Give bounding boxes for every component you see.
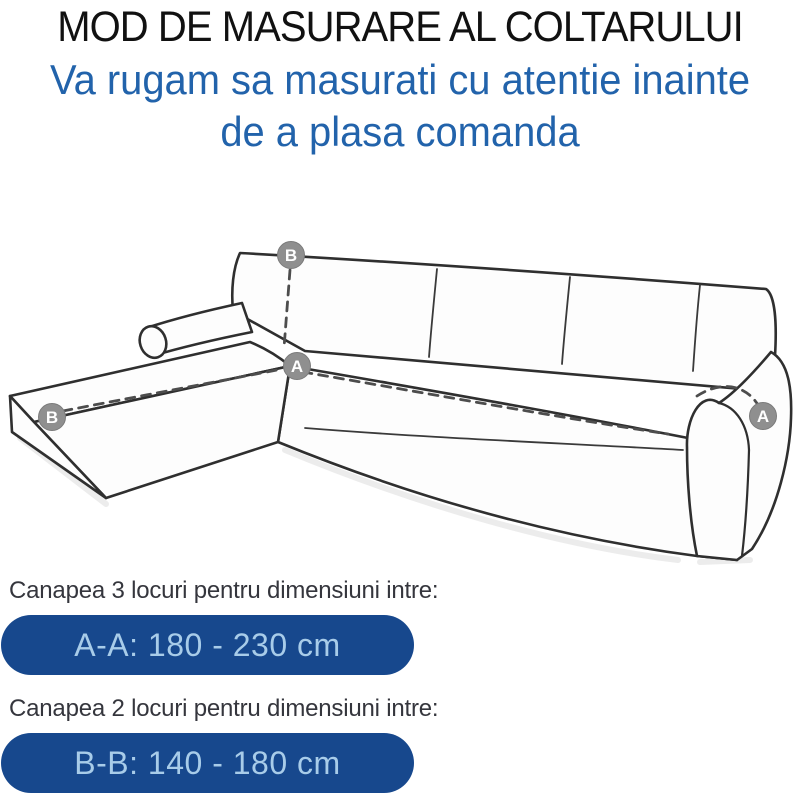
marker-a-right-armrest (750, 403, 777, 430)
sofa-seat-section (278, 366, 737, 560)
subtitle-line-2: de a plasa comanda (220, 108, 580, 155)
marker-letter: B (284, 246, 298, 265)
marker-letter: A (290, 357, 304, 376)
measurement-badge-a-a (1, 615, 414, 675)
sofa-3-seats-label: Canapea 3 locuri pentru dimensiuni intre: (9, 577, 439, 604)
subtitle-line-1: Va rugam sa masurati cu atentie inainte (49, 56, 751, 103)
marker-letter: B (45, 408, 59, 427)
marker-b-backrest-top (278, 242, 305, 269)
measurement-range-b-b: B-B: 140 - 180 cm (74, 744, 341, 781)
marker-b-chaise-end (39, 404, 66, 431)
page-subtitle (20, 54, 780, 158)
sofa-measurement-diagram (0, 175, 800, 600)
page-title: MOD DE MASURARE AL COLTARULUI (57, 3, 743, 51)
measurement-range-a-a: A-A: 180 - 230 cm (74, 626, 341, 663)
marker-a-corner-seat (284, 353, 311, 380)
measurement-badge-b-b (1, 733, 414, 793)
marker-letter: A (756, 407, 770, 426)
sofa-2-seats-label: Canapea 2 locuri pentru dimensiuni intre: (9, 695, 439, 722)
